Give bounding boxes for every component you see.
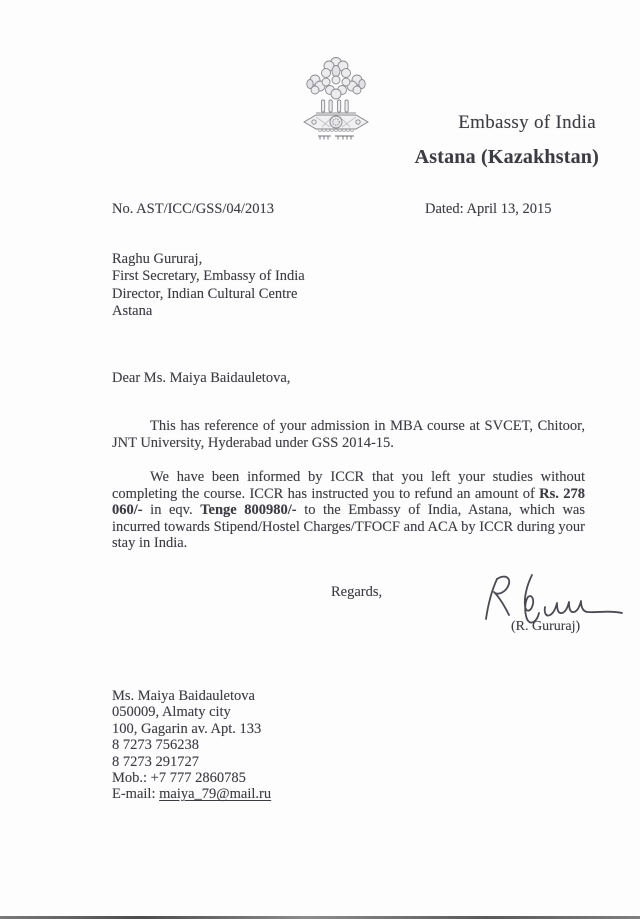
recipient-postal: 050009, Almaty city	[112, 704, 231, 721]
recipient-phone-1: 8 7273 756238	[112, 737, 199, 754]
closing-regards: Regards,	[331, 584, 383, 600]
emblem-of-india-icon	[302, 56, 370, 142]
sender-line: Director, Indian Cultural Centre	[112, 285, 298, 302]
recipient-phone-2: 8 7273 291727	[112, 753, 199, 770]
para2-segment: We have been informed by ICCR that you left your studies without completing the course. ICCR has instructed you to refund an amount of	[112, 469, 585, 502]
sender-block	[112, 251, 305, 321]
para2-amount-tenge: Tenge 800980/-	[200, 502, 297, 519]
body-paragraph-2	[112, 469, 585, 552]
sender-line: Raghu Gururaj,	[112, 251, 203, 267]
signer-name: (R. Gururaj)	[511, 619, 581, 634]
body-paragraph-1: This has reference of your admission in MBA course at SVCET, Chitoor, JNT University, Hyderabad under GSS 2014-15.	[112, 418, 585, 451]
letterhead-location: Astana (Kazakhstan)	[414, 146, 599, 168]
sender-line: First Secretary, Embassy of India	[112, 268, 305, 285]
para2-amount-rupees: Rs. 278 060/-	[112, 485, 585, 519]
recipient-mobile: Mob.: +7 777 2860785	[112, 770, 246, 787]
letterhead-org: Embassy of India	[458, 112, 596, 133]
recipient-email-line	[112, 786, 271, 802]
email-address: maiya_79@mail.ru	[159, 786, 272, 803]
para2-segment: to the Embassy of India, Astana, which was incurred towards Stipend/Hostel Charges/TFOCF and ACA by ICCR during your stay in India.	[112, 502, 586, 552]
email-label: E-mail:	[112, 786, 160, 803]
salutation: Dear Ms. Maiya Baidauletova,	[112, 370, 291, 386]
recipient-street: 100, Gagarin av. Apt. 133	[112, 720, 262, 737]
satyameva-jayate-motto	[318, 136, 354, 140]
sender-line: Astana	[112, 303, 153, 320]
recipient-block	[112, 688, 271, 803]
reference-number: No. AST/ICC/GSS/04/2013	[112, 201, 274, 217]
recipient-name: Ms. Maiya Baidauletova	[112, 688, 255, 704]
letter-date: Dated: April 13, 2015	[425, 201, 552, 217]
para2-segment: in eqv.	[142, 502, 201, 519]
